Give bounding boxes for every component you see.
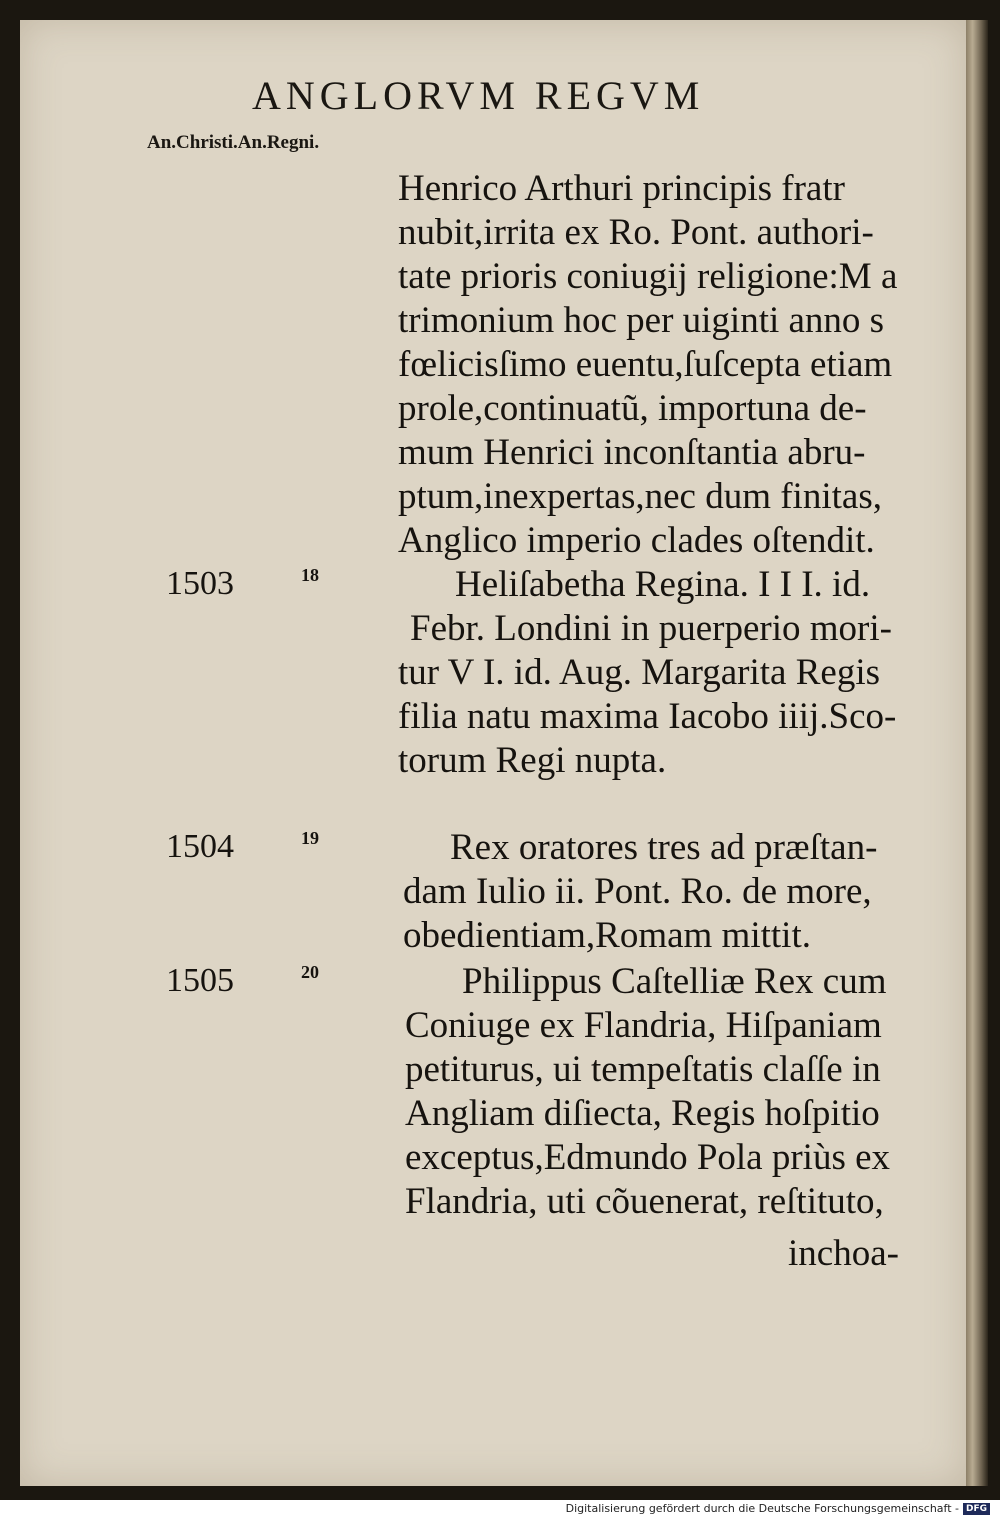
text-line: torum Regi nupta. (398, 740, 667, 781)
text-line: exceptus,Edmundo Pola priùs ex (405, 1137, 891, 1178)
text-line: Henrico Arthuri principis fratr (398, 168, 845, 209)
margin-regnal-year: 19 (301, 828, 319, 848)
dfg-logo: DFG (963, 1503, 990, 1515)
text-line: Flandria, uti cõuenerat, reſtituto, (405, 1181, 884, 1222)
text-line: filia natu maxima Iacobo iiij.Sco- (398, 696, 897, 737)
text-line: Coniuge ex Flandria, Hiſpaniam (405, 1005, 882, 1046)
column-heading: An.Christi.An.Regni. (147, 132, 320, 153)
text-line: Febr. Londini in puerperio mori- (410, 608, 892, 649)
text-line: tur V I. id. Aug. Margarita Regis (398, 652, 880, 693)
text-line: Angliam diſiecta, Regis hoſpitio (405, 1093, 880, 1134)
text-line: Heliſabetha Regina. I I I. id. (455, 564, 871, 605)
page-edge (966, 20, 988, 1486)
running-head: ANGLORVM REGVM (252, 73, 705, 118)
margin-regnal-year: 18 (301, 565, 319, 585)
text-line: petiturus, ui tempeſtatis claſſe in (405, 1049, 881, 1090)
margin-regnal-year: 20 (301, 962, 319, 982)
text-line: prole,continuatũ, importuna de- (398, 388, 867, 429)
margin-year: 1503 (166, 565, 234, 602)
text-line: Anglico imperio clades oſtendit. (398, 520, 875, 561)
text-line: dam Iulio ii. Pont. Ro. de more, (403, 871, 872, 912)
text-line: ptum,inexpertas,nec dum finitas, (398, 476, 882, 517)
text-line: Philippus Caſtelliæ Rex cum (462, 961, 887, 1002)
text-line: trimonium hoc per uiginti anno s (398, 300, 885, 341)
text-line: Rex oratores tres ad præſtan- (450, 827, 878, 868)
text-line: obedientiam,Romam mittit. (403, 915, 811, 956)
catchword: inchoa- (788, 1233, 899, 1274)
text-line: fœlicisſimo euentu,ſuſcepta etiam (398, 344, 893, 385)
footer-text: Digitalisierung gefördert durch die Deutsche Forschungsgemeinschaft - (565, 1502, 959, 1515)
text-line: mum Henrici inconſtantia abru- (398, 432, 866, 473)
text-line: tate prioris coniugij religione:M a (398, 256, 898, 297)
text-line: nubit,irrita ex Ro. Pont. authori- (398, 212, 874, 253)
footer-credit (566, 1502, 990, 1515)
margin-year: 1505 (166, 962, 234, 999)
margin-year: 1504 (166, 828, 234, 865)
